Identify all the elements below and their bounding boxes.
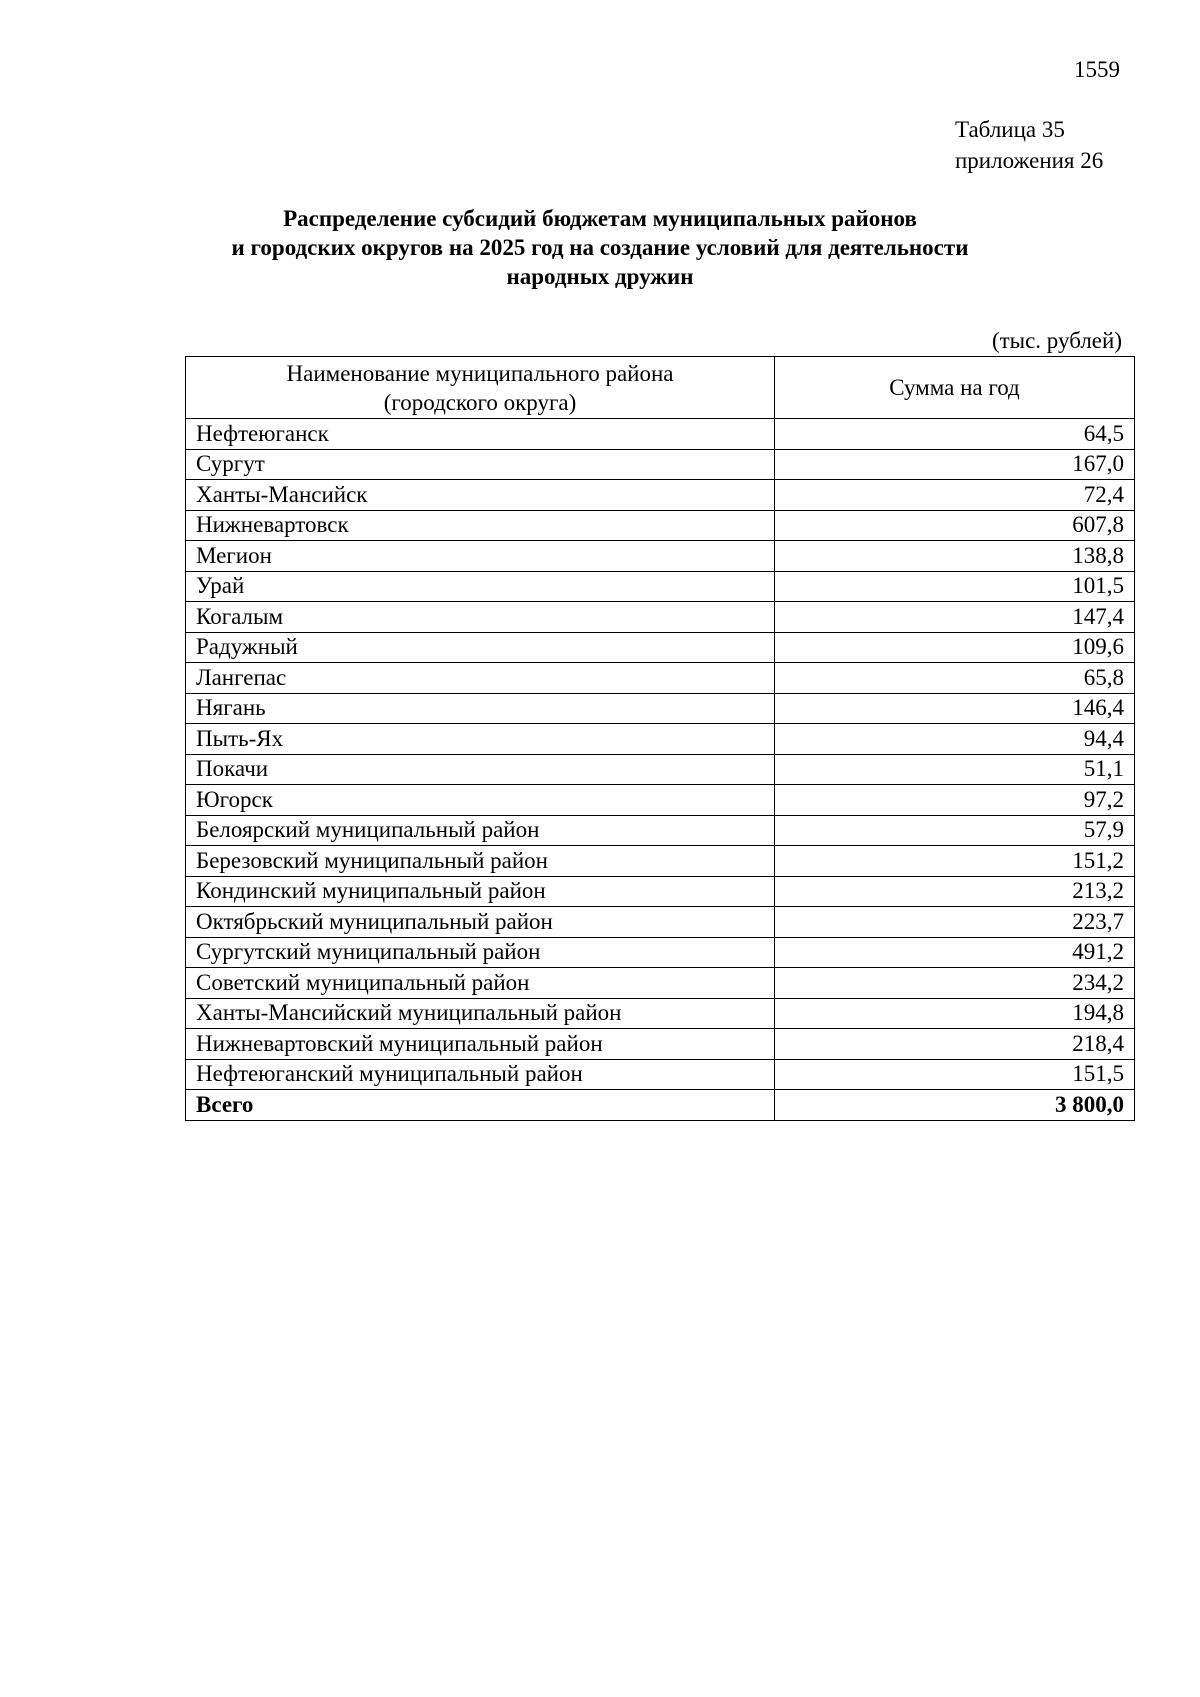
municipality-name-cell: Нижневартовск (186, 510, 775, 541)
municipality-name-cell: Сургутский муниципальный район (186, 937, 775, 968)
table-row (186, 785, 1135, 816)
municipality-name-cell: Югорск (186, 785, 775, 816)
municipality-name-cell: Радужный (186, 632, 775, 663)
municipality-name-cell: Кондинский муниципальный район (186, 876, 775, 907)
municipality-name-cell: Нижневартовский муниципальный район (186, 1029, 775, 1060)
subsidy-sum-cell: 51,1 (775, 754, 1135, 785)
municipality-name-cell: Пыть-Ях (186, 724, 775, 755)
municipality-name-cell: Ханты-Мансийский муниципальный район (186, 998, 775, 1029)
table-row (186, 541, 1135, 572)
subsidy-sum-cell: 97,2 (775, 785, 1135, 816)
municipality-name-cell: Октябрьский муниципальный район (186, 907, 775, 938)
municipality-name-cell: Когалым (186, 602, 775, 633)
table-row (186, 571, 1135, 602)
table-reference-number: Таблица 35 (955, 117, 1065, 142)
header-name-column (186, 357, 775, 419)
table-row (186, 754, 1135, 785)
table-row (186, 693, 1135, 724)
document-title-line-2: и городских округов на 2025 год на создание условий для деятельности (231, 235, 969, 260)
header-name-line-1: Наименование муниципального района (286, 360, 674, 386)
subsidy-sum-cell: 607,8 (775, 510, 1135, 541)
municipality-name-cell: Березовский муниципальный район (186, 846, 775, 877)
table-reference-appendix: приложения 26 (955, 148, 1104, 173)
subsidy-sum-cell: 194,8 (775, 998, 1135, 1029)
municipality-name-cell: Нефтеюганск (186, 419, 775, 450)
subsidy-sum-cell: 57,9 (775, 815, 1135, 846)
table-row (186, 846, 1135, 877)
table-row (186, 937, 1135, 968)
subsidy-sum-cell: 167,0 (775, 449, 1135, 480)
municipality-name-cell: Нягань (186, 693, 775, 724)
total-row (186, 1090, 1135, 1121)
header-name-line-2: (городского округа) (383, 389, 577, 415)
document-title-line-1: Распределение субсидий бюджетам муниципальных районов (283, 206, 917, 231)
subsidy-sum-cell: 138,8 (775, 541, 1135, 572)
table-body (186, 419, 1135, 1121)
table-row (186, 998, 1135, 1029)
municipality-name-cell: Белоярский муниципальный район (186, 815, 775, 846)
table-header-row (186, 357, 1135, 419)
municipality-name-cell: Урай (186, 571, 775, 602)
municipality-name-cell: Покачи (186, 754, 775, 785)
table-row (186, 1059, 1135, 1090)
table-row (186, 480, 1135, 511)
table-row (186, 1029, 1135, 1060)
subsidy-sum-cell: 234,2 (775, 968, 1135, 999)
subsidy-sum-cell: 218,4 (775, 1029, 1135, 1060)
subsidy-sum-cell: 109,6 (775, 632, 1135, 663)
total-sum-cell: 3 800,0 (775, 1090, 1135, 1121)
table-row (186, 663, 1135, 694)
subsidy-sum-cell: 65,8 (775, 663, 1135, 694)
subsidy-sum-cell: 223,7 (775, 907, 1135, 938)
table-row (186, 907, 1135, 938)
subsidy-sum-cell: 101,5 (775, 571, 1135, 602)
table-row (186, 419, 1135, 450)
units-label: (тыс. рублей) (991, 328, 1122, 353)
subsidy-sum-cell: 147,4 (775, 602, 1135, 633)
header-sum-column: Сумма на год (775, 357, 1135, 419)
table-row (186, 602, 1135, 633)
table-row (186, 968, 1135, 999)
subsidy-sum-cell: 213,2 (775, 876, 1135, 907)
table-row (186, 815, 1135, 846)
subsidy-sum-cell: 151,5 (775, 1059, 1135, 1090)
document-title-line-3: народных дружин (506, 264, 694, 289)
table-reference (955, 114, 1103, 176)
municipality-name-cell: Советский муниципальный район (186, 968, 775, 999)
document-title (150, 204, 1050, 291)
table-row (186, 510, 1135, 541)
subsidy-sum-cell: 491,2 (775, 937, 1135, 968)
municipality-name-cell: Нефтеюганский муниципальный район (186, 1059, 775, 1090)
subsidy-sum-cell: 94,4 (775, 724, 1135, 755)
municipality-name-cell: Лангепас (186, 663, 775, 694)
subsidy-table (185, 356, 1135, 1121)
table-row (186, 876, 1135, 907)
municipality-name-cell: Сургут (186, 449, 775, 480)
subsidy-sum-cell: 64,5 (775, 419, 1135, 450)
table-row (186, 724, 1135, 755)
subsidy-sum-cell: 151,2 (775, 846, 1135, 877)
municipality-name-cell: Ханты-Мансийск (186, 480, 775, 511)
municipality-name-cell: Мегион (186, 541, 775, 572)
table-row (186, 632, 1135, 663)
table-row (186, 449, 1135, 480)
total-label-cell: Всего (186, 1090, 775, 1121)
subsidy-sum-cell: 146,4 (775, 693, 1135, 724)
subsidy-sum-cell: 72,4 (775, 480, 1135, 511)
page-number: 1559 (1074, 57, 1120, 82)
